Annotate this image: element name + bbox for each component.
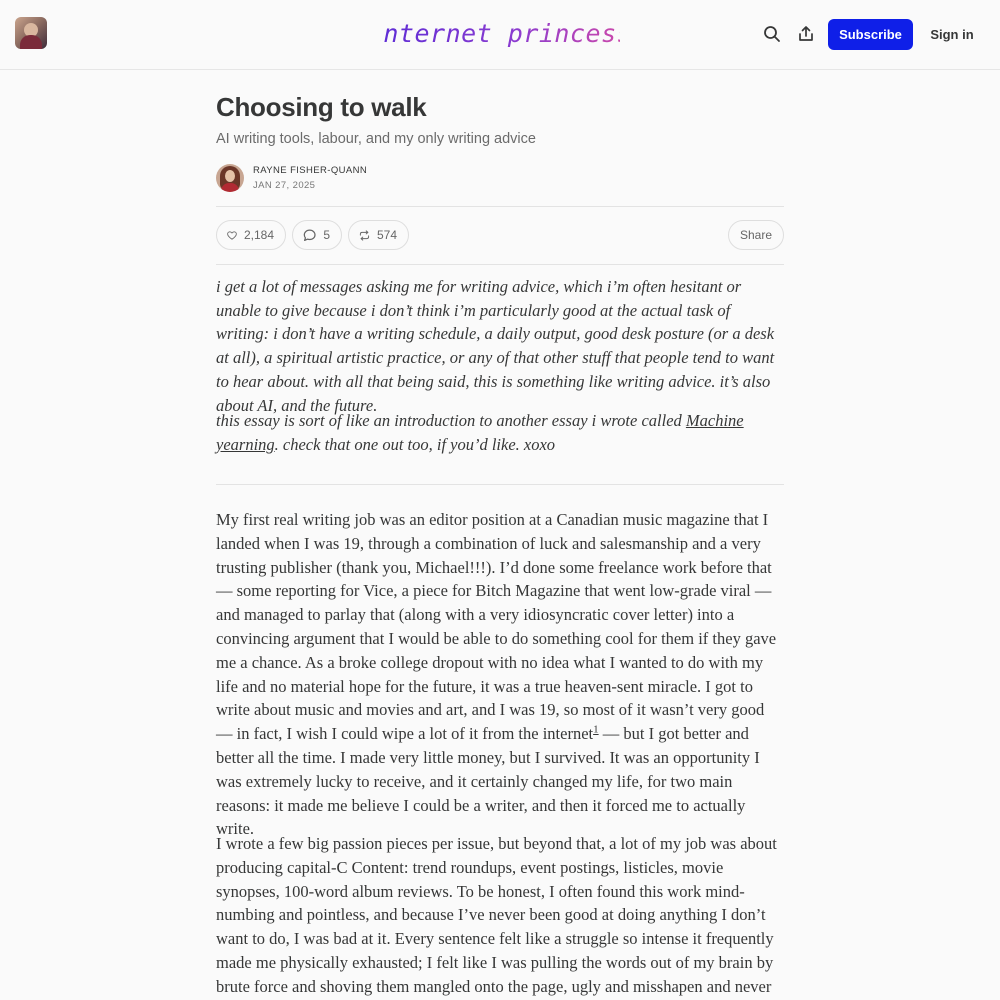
like-button[interactable] [216, 220, 286, 250]
body-paragraph [216, 508, 784, 841]
share-button[interactable]: Share [728, 220, 784, 250]
comment-count: 5 [323, 228, 330, 242]
search-button[interactable] [760, 22, 784, 46]
footnote-link[interactable]: 1 [593, 723, 599, 736]
restack-count: 574 [376, 228, 397, 242]
upload-share-icon [797, 25, 815, 43]
restack-icon [359, 228, 370, 243]
divider [216, 484, 784, 485]
comment-icon [303, 228, 316, 243]
intro-text: this essay is sort of like an introduction to another essay i wrote called [216, 411, 686, 430]
like-count: 2,184 [243, 228, 274, 242]
intro-paragraph: i get a lot of messages asking me for writing advice, which i’m often hesitant or unable to give because i don’t think i’m particularly good at the actual task of writing: i don’t have a writing schedule, a daily output, good desk posture (or a desk at all), a spiritual artistic practice, or any of that other stuff that people tend to want to hear about. with all that being said, this is something like writing advice. it’s also about AI, and the future. [216, 277, 775, 415]
author-avatar[interactable] [216, 164, 244, 192]
post-title: Choosing to walk [216, 92, 427, 122]
comments-button[interactable] [292, 220, 342, 250]
avatar-figure-body [20, 35, 42, 49]
divider [216, 206, 784, 207]
sign-in-link[interactable]: Sign in [930, 27, 974, 42]
machine-yearning-link[interactable]: Machine yearning [216, 411, 744, 454]
restack-button[interactable] [348, 220, 409, 250]
post-subtitle: AI writing tools, labour, and my only writing advice [216, 131, 536, 147]
publication-logo[interactable] [380, 14, 620, 54]
divider [216, 264, 784, 265]
top-navigation-bar [0, 0, 1000, 70]
body-text: — but I got better and better all the time. I made very little money, but I survived. It was an opportunity I was extremely lucky to receive, and it certainly changed my life, for two main reasons: it made me believe I could be a writer, and then it forced me to actually write. [216, 724, 760, 839]
body-text: My first real writing job was an editor position at a Canadian music magazine that I landed when I was 19, through a combination of luck and salesmanship and a very trusting publisher (thank you, Michael!!!). I’d done some freelance work before that — some reporting for Vice, a piece for Bitch Magazine that went low-grade viral — and managed to parlay that (along with a very idiosyncratic cover letter) into a convincing argument that I would be able to do something cool for them if they gave me a chance. As a broke college dropout with no idea what I wanted to do with my life and no material hope for the future, it was a true heaven-sent miracle. I got to write about music and movies and art, and I was 19, so most of it wasn’t very good — in fact, I wish I could wipe a lot of it from the internet [216, 510, 777, 744]
publication-logo-wordmark [380, 14, 620, 54]
subscribe-button[interactable]: Subscribe [828, 19, 913, 50]
heart-icon [227, 228, 237, 243]
logo-text: internet princess [380, 19, 620, 48]
avatar-face [225, 170, 235, 182]
intro-text: . check that one out too, if you’d like. xoxo [274, 434, 556, 454]
body-paragraph: I wrote a few big passion pieces per issue, but beyond that, a lot of my job was about producing capital-C Content: trend roundups, event postings, listicles, movie synopses, 100-word album reviews. To be honest, I often found this work mind-numbing and pointless, and because I’ve never been good at doing anything I don’t want to do, I was bad at it. Every sentence felt like a struggle so intense it frequently made me physically exhausted; I felt like I was pulling the words out of my brain by brute force and shoving them mangled onto the page, ugly and misshapen and never [216, 834, 777, 996]
share-header-button[interactable] [794, 22, 818, 46]
publication-avatar[interactable] [15, 17, 47, 49]
intro-paragraph-link [216, 409, 784, 456]
search-icon [763, 25, 781, 43]
avatar-shirt [221, 183, 239, 192]
author-name[interactable]: RAYNE FISHER-QUANN [253, 165, 368, 176]
post-date: JAN 27, 2025 [253, 180, 316, 191]
